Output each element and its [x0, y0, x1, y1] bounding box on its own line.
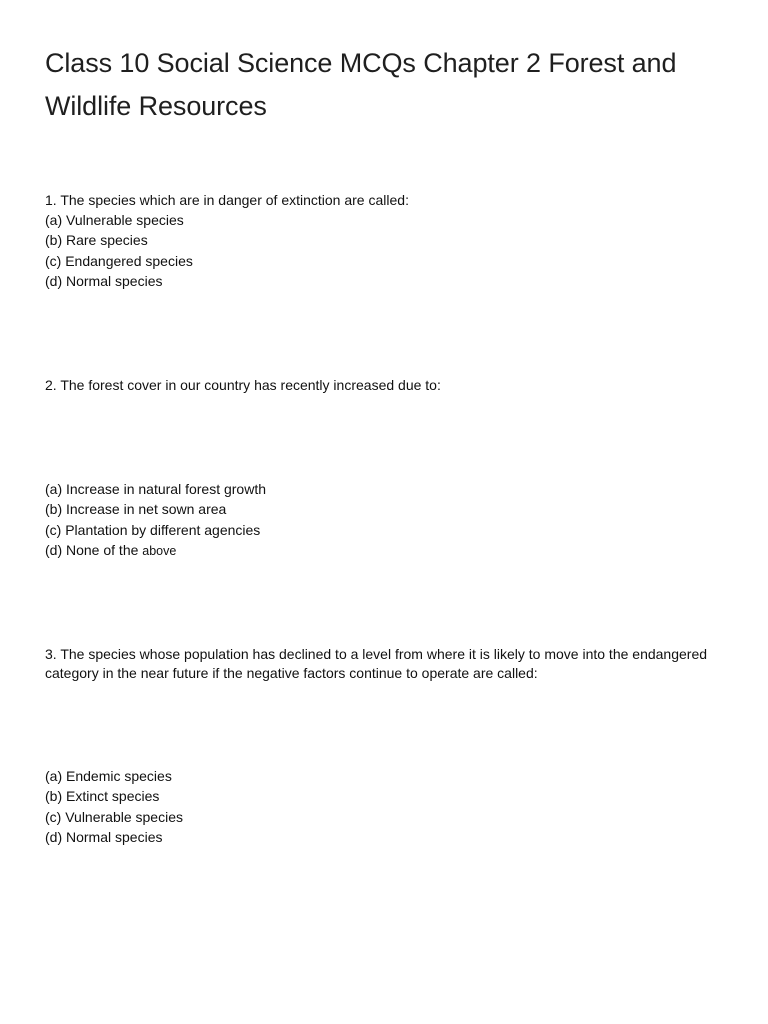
option-prefix: (d) None of the — [45, 542, 143, 559]
page-title: Class 10 Social Science MCQs Chapter 2 Forest and Wildlife Resources — [45, 48, 677, 121]
option-item: (b) Extinct species — [45, 788, 160, 805]
option-item: (c) Vulnerable species — [45, 808, 183, 825]
option-last-word: above — [142, 544, 177, 559]
option-item: (a) Increase in natural forest growth — [45, 481, 266, 497]
option-item: (b) Increase in net sown area — [45, 501, 227, 518]
question-3-text: 3. The species whose population has declined to a level from where it is likely to move into the endangered category in the near future if the negative factors continue to operate are called: — [45, 646, 708, 681]
option-item: (c) Endangered species — [45, 252, 193, 269]
question-2-options — [45, 479, 735, 562]
option-item: (a) Vulnerable species — [45, 212, 184, 228]
option-item: (a) Endemic species — [45, 768, 172, 784]
question-2-text: 2. The forest cover in our country has recently increased due to: — [45, 377, 441, 393]
question-1-options — [45, 210, 735, 292]
option-item: (d) Normal species — [45, 829, 163, 846]
option-item: (d) Normal species — [45, 273, 163, 290]
question-3-options — [45, 766, 735, 848]
option-item: (c) Plantation by different agencies — [45, 521, 261, 538]
option-item: (b) Rare species — [45, 232, 148, 249]
question-1-text: 1. The species which are in danger of extinction are called: — [45, 192, 409, 208]
option-item — [45, 540, 735, 561]
